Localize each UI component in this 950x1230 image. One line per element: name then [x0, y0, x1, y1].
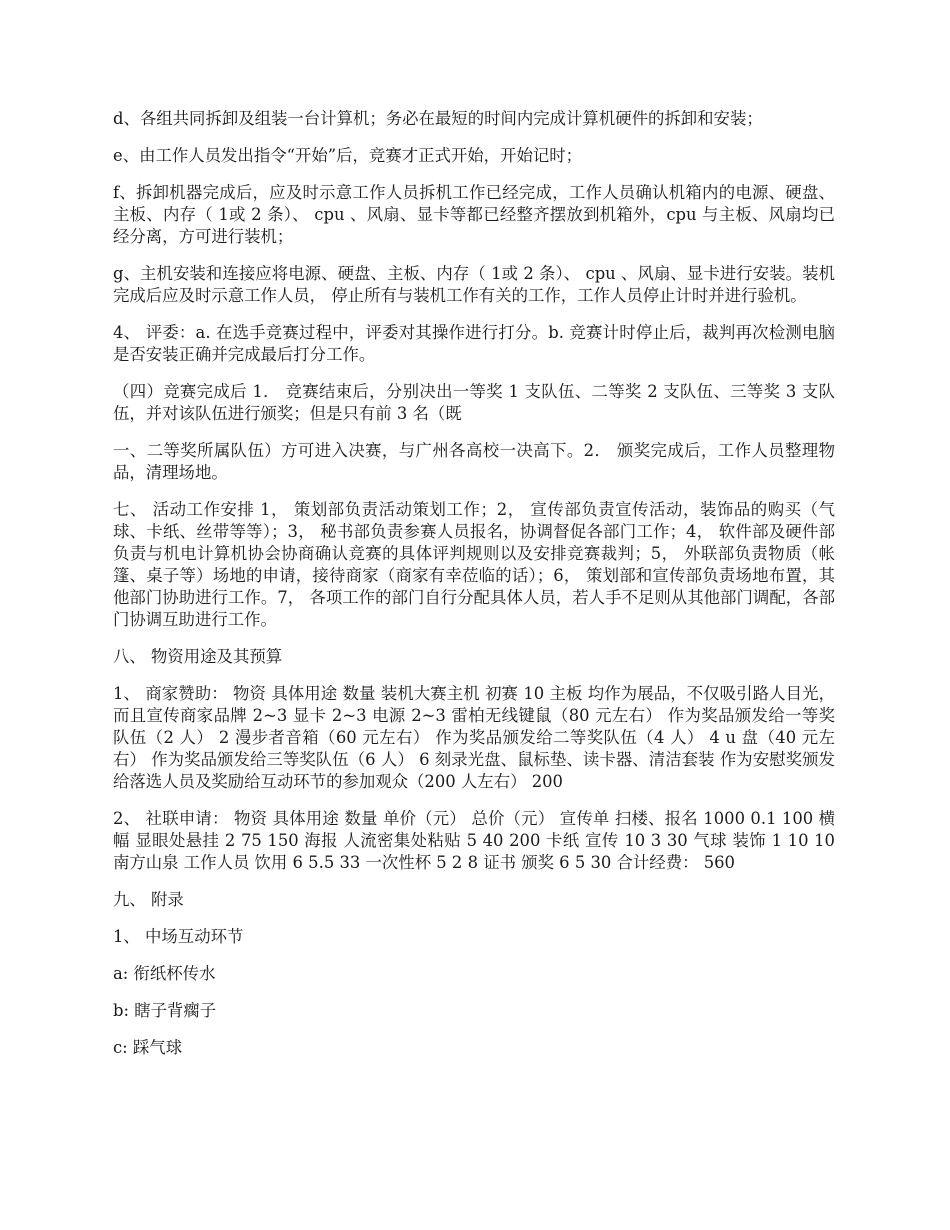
- paragraph-union-application: 2、 社联申请： 物资 具体用途 数量 单价（元） 总价（元） 宣传单 扫楼、报名 1000 0.1 100 横幅 显眼处悬挂 2 75 150 海报 人流密集处粘贴 5 40 200 卡纸 宣传 10 3 30 气球 装饰 1 10 10 南方山泉 工作人员 饮用 6 5.5 33 一次性杯 5 2 8 证书 颁奖 6 5 30 合计经费： 560: [113, 809, 835, 872]
- appendix-item-c: c: 踩气球: [113, 1038, 183, 1057]
- section-heading-appendix: 九、 附录: [113, 890, 184, 909]
- paragraph-sponsorship: 1、 商家赞助： 物资 具体用途 数量 装机大赛主机 初赛 10 主板 均作为展品，不仅吸引路人目光，而且宣传商家品牌 2~3 显卡 2~3 电源 2~3 雷柏无线键鼠（80 元左右） 作为奖品颁发给一等奖队伍（2 人） 2 漫步者音箱（60 元左右） 作为奖品颁发给二等奖队伍（4 人） 4 u 盘（40 元左右） 作为奖品颁发给三等奖队伍（6 人） 6 刻录光盘、鼠标垫、读卡器、清洁套装 作为安慰奖颁发给落选人员及奖励给互动环节的参加观众（200 人左右） 200: [113, 684, 835, 791]
- section-heading-materials: 八、 物资用途及其预算: [113, 647, 283, 666]
- appendix-item-a: a: 衔纸杯传水: [113, 964, 216, 983]
- paragraph-f: f、拆卸机器完成后，应及时示意工作人员拆机工作已经完成，工作人员确认机箱内的电源、硬盘、主板、内存（ 1或 2 条）、 cpu 、风扇、显卡等都已经整齐摆放到机箱外，cpu 与主板、风扇均已经分离，方可进行装机；: [113, 183, 835, 246]
- paragraph-competition-complete: （四）竞赛完成后 1． 竞赛结束后，分别决出一等奖 1 支队伍、二等奖 2 支队伍、三等奖 3 支队伍，并对该队伍进行颁奖；但是只有前 3 名（既: [113, 382, 835, 423]
- appendix-item-b: b: 瞎子背瘸子: [113, 1001, 217, 1020]
- paragraph-e: e、由工作人员发出指令“开始”后，竞赛才正式开始，开始记时；: [113, 146, 583, 165]
- paragraph-d: d、各组共同拆卸及组装一台计算机；务必在最短的时间内完成计算机硬件的拆卸和安装；: [113, 109, 763, 128]
- paragraph-judges: 4、 评委：a. 在选手竞赛过程中，评委对其操作进行打分。b. 竞赛计时停止后，裁判再次检测电脑是否安装正确并完成最后打分工作。: [113, 323, 835, 364]
- paragraph-g: g、主机安装和连接应将电源、硬盘、主板、内存（ 1或 2 条）、 cpu 、风扇、显卡进行安装。装机完成后应及时示意工作人员， 停止所有与装机工作有关的工作，工作人员停止计时并进行验机。: [113, 264, 835, 305]
- paragraph-finals: 一、二等奖所属队伍）方可进入决赛，与广州各高校一决高下。2． 颁奖完成后，工作人员整理物品，清理场地。: [113, 441, 835, 482]
- paragraph-work-arrangement: 七、 活动工作安排 1， 策划部负责活动策划工作；2， 宣传部负责宣传活动，装饰品的购买（气球、卡纸、丝带等等）；3， 秘书部负责参赛人员报名，协调督促各部门工作；4， 软件部及硬件部负责与机电计算机协会协商确认竞赛的具体评判规则以及安排竞赛裁判；5， 外联部负责物质（帐篷、桌子等）场地的申请，接待商家（商家有幸莅临的话）；6， 策划部和宣传部负责场地布置，其他部门协助进行工作。7， 各项工作的部门自行分配具体人员，若人手不足则从其他部门调配，各部门协调互助进行工作。: [113, 500, 835, 629]
- appendix-item-interaction: 1、 中场互动环节: [113, 927, 244, 946]
